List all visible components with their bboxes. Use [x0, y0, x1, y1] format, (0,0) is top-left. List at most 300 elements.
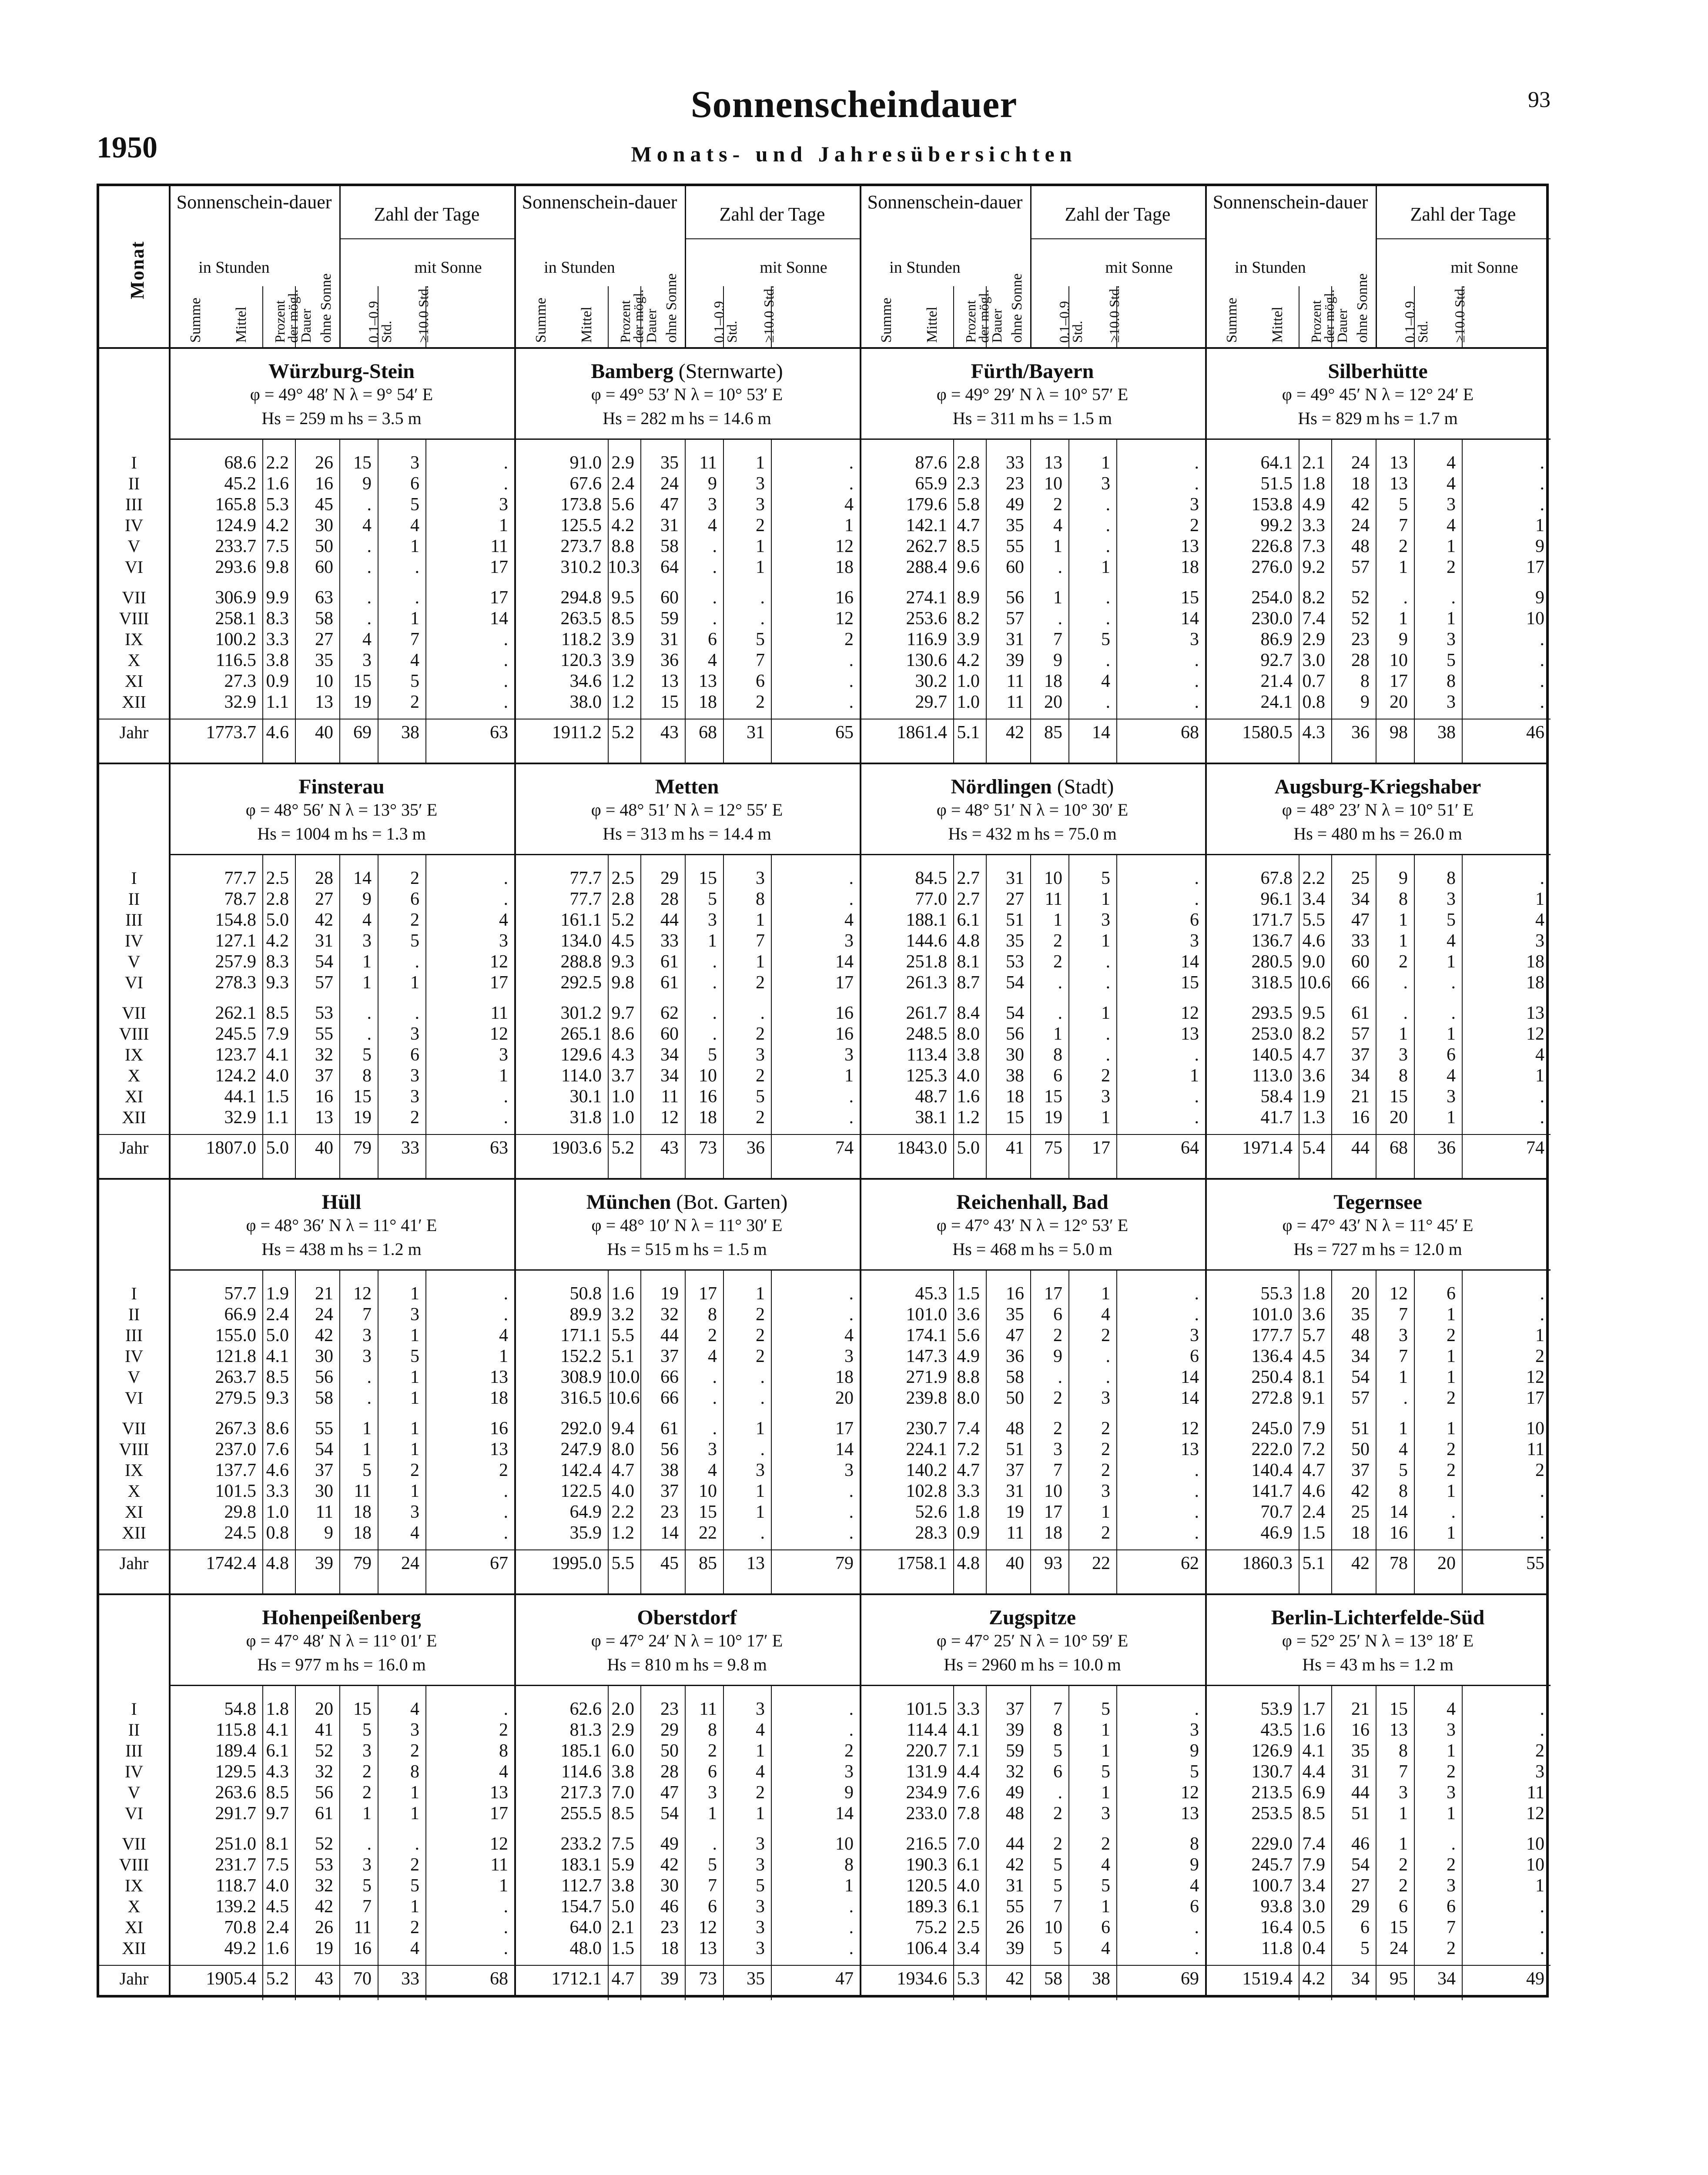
- data-cell: .: [1105, 1367, 1110, 1387]
- data-cell: .: [503, 1481, 508, 1501]
- data-cell: 0.8: [1302, 692, 1325, 712]
- data-cell: 106.4: [906, 1938, 947, 1958]
- data-cell: 85: [1044, 723, 1062, 743]
- data-cell: 1519.4: [1242, 1969, 1293, 1989]
- data-cell: 57: [1006, 609, 1024, 629]
- data-cell: 8.5: [266, 1783, 289, 1803]
- data-cell: 1: [1447, 1741, 1456, 1761]
- data-cell: 5: [362, 1045, 372, 1065]
- data-cell: 3: [708, 1439, 717, 1459]
- data-cell: 310.2: [560, 557, 602, 577]
- data-cell: 14: [835, 952, 854, 972]
- data-cell: 91.0: [569, 453, 602, 473]
- data-cell: .: [1058, 1003, 1062, 1023]
- col-mean-header: Mittel: [1269, 306, 1286, 343]
- data-cell: 2: [410, 1108, 419, 1128]
- data-cell: 45: [660, 1553, 679, 1573]
- data-cell: 1: [362, 952, 372, 972]
- data-cell: 1: [1399, 557, 1408, 577]
- data-cell: .: [503, 629, 508, 649]
- data-cell: 16: [1390, 1523, 1408, 1543]
- data-cell: 18: [1351, 1523, 1370, 1543]
- data-cell: 47: [1006, 1325, 1024, 1345]
- data-cell: 44: [660, 1325, 679, 1345]
- data-cell: 2: [1101, 1439, 1110, 1459]
- with-sun-label: mit Sonne: [1450, 258, 1518, 277]
- data-cell: 8.2: [1302, 588, 1325, 608]
- data-cell: 1: [756, 453, 765, 473]
- data-cell: .: [1194, 1917, 1199, 1937]
- station-header-line: [169, 1269, 514, 1271]
- data-cell: 50.8: [569, 1284, 602, 1304]
- data-cell: 3: [756, 1045, 765, 1065]
- data-cell: 274.1: [906, 588, 947, 608]
- data-cell: 4: [1101, 1305, 1110, 1325]
- data-cell: 5.1: [957, 723, 980, 743]
- data-cell: 0.4: [1302, 1938, 1325, 1958]
- data-cell: 2: [1053, 1388, 1062, 1408]
- data-cell: 3: [1399, 1325, 1408, 1345]
- data-cell: 6: [1190, 1346, 1199, 1366]
- data-cell: 10: [699, 1481, 717, 1501]
- data-cell: 62: [660, 1003, 679, 1023]
- data-cell: 1: [1101, 1003, 1110, 1023]
- data-cell: 4.0: [957, 1876, 980, 1896]
- data-cell: 233.7: [215, 536, 256, 556]
- data-cell: 2: [1399, 536, 1408, 556]
- data-cell: 7: [1053, 1699, 1062, 1719]
- data-cell: 54: [660, 1804, 679, 1824]
- data-cell: 6: [1447, 1045, 1456, 1065]
- data-cell: 18: [1044, 671, 1062, 691]
- station-name-main: Metten: [655, 775, 719, 798]
- data-cell: 1: [499, 1346, 508, 1366]
- station-name-main: Berlin-Lichterfelde-Süd: [1271, 1606, 1485, 1629]
- data-cell: 2: [1535, 1346, 1544, 1366]
- data-cell: .: [503, 650, 508, 670]
- header-group-divider: [685, 238, 860, 239]
- data-cell: .: [760, 1003, 765, 1023]
- data-cell: 255.5: [560, 1804, 602, 1824]
- data-cell: 29: [660, 868, 679, 888]
- data-cell: 64.0: [569, 1917, 602, 1937]
- data-cell: 10: [1044, 1917, 1062, 1937]
- data-cell: 3: [1447, 495, 1456, 515]
- data-cell: 4.3: [266, 1762, 289, 1782]
- data-cell: 8: [1360, 671, 1370, 691]
- station-coordinates: φ = 52° 25′ N λ = 13° 18′ E: [1282, 1631, 1474, 1650]
- data-cell: 63: [315, 588, 333, 608]
- data-cell: 141.7: [1251, 1481, 1293, 1501]
- data-cell: 2: [499, 1460, 508, 1480]
- data-cell: 48: [1006, 1804, 1024, 1824]
- data-cell: 14: [1390, 1502, 1408, 1522]
- data-cell: .: [415, 952, 419, 972]
- data-cell: .: [1105, 495, 1110, 515]
- col-sum-header: Summe: [878, 298, 894, 343]
- data-cell: 23: [660, 1699, 679, 1719]
- data-cell: 5.2: [266, 1969, 289, 1989]
- data-cell: .: [1403, 588, 1408, 608]
- station-heights: Hs = 468 m hs = 5.0 m: [952, 1239, 1112, 1259]
- data-cell: 10: [1044, 868, 1062, 888]
- station-coordinates: φ = 48° 56′ N λ = 13° 35′ E: [245, 800, 438, 820]
- data-cell: 77.7: [224, 868, 256, 888]
- data-cell: 3: [844, 1762, 854, 1782]
- data-cell: 20: [835, 1388, 854, 1408]
- data-cell: 23: [660, 1917, 679, 1937]
- data-cell: 65.9: [915, 474, 947, 494]
- data-cell: 60: [1351, 952, 1370, 972]
- data-cell: .: [367, 1367, 372, 1387]
- data-cell: 42: [1351, 1481, 1370, 1501]
- annual-row-line: [169, 1965, 514, 1966]
- days-count-header: Zahl der Tage: [719, 204, 825, 225]
- data-cell: 98: [1390, 723, 1408, 743]
- data-cell: .: [1540, 1108, 1544, 1128]
- data-cell: 55: [315, 1024, 333, 1044]
- data-cell: 15: [1390, 1699, 1408, 1719]
- data-cell: 44: [1006, 1834, 1024, 1854]
- col-ge10-header: ≥10.0 Std.: [761, 285, 777, 343]
- data-cell: 35: [1006, 931, 1024, 951]
- data-cell: 7: [362, 1305, 372, 1325]
- annual-row-line: [860, 1549, 1205, 1550]
- data-cell: 11: [1045, 889, 1062, 909]
- data-cell: 1: [756, 1419, 765, 1439]
- data-cell: 267.3: [215, 1419, 256, 1439]
- data-cell: 113.4: [907, 1045, 947, 1065]
- data-cell: 292.5: [560, 973, 602, 993]
- data-cell: 1.7: [1302, 1699, 1325, 1719]
- data-cell: .: [1540, 1720, 1544, 1740]
- data-cell: 6.1: [266, 1741, 289, 1761]
- data-cell: 1995.0: [551, 1553, 602, 1573]
- data-cell: 1.6: [266, 474, 289, 494]
- data-cell: 8.5: [266, 1003, 289, 1023]
- data-cell: 8.3: [266, 952, 289, 972]
- data-cell: 59: [660, 609, 679, 629]
- col-sum-header: Summe: [188, 298, 204, 343]
- data-cell: 13: [1390, 453, 1408, 473]
- data-cell: 9: [1053, 650, 1062, 670]
- data-cell: 9.3: [266, 973, 289, 993]
- data-cell: 16: [699, 1087, 717, 1107]
- data-cell: 12: [1526, 1804, 1544, 1824]
- data-cell: 11: [490, 536, 508, 556]
- data-cell: 245.5: [215, 1024, 256, 1044]
- data-cell: 3.8: [266, 650, 289, 670]
- data-cell: 15: [1390, 1087, 1408, 1107]
- data-cell: 0.7: [1302, 671, 1325, 691]
- data-cell: 4: [499, 1762, 508, 1782]
- data-cell: 30: [315, 1481, 333, 1501]
- data-cell: .: [503, 1523, 508, 1543]
- data-cell: 3: [708, 910, 717, 930]
- annual-row-line: [514, 1134, 860, 1135]
- station-name: [860, 775, 1205, 799]
- data-cell: 11: [315, 1502, 333, 1522]
- month-label: II: [128, 889, 140, 909]
- data-cell: 4.0: [266, 1876, 289, 1896]
- data-cell: 3: [362, 1346, 372, 1366]
- data-cell: 6: [410, 1045, 419, 1065]
- data-cell: 15: [1006, 1108, 1024, 1128]
- data-cell: 4.5: [1302, 1346, 1325, 1366]
- data-cell: 1: [1447, 1481, 1456, 1501]
- data-cell: 70: [353, 1969, 372, 1989]
- data-cell: 38.1: [915, 1108, 947, 1128]
- data-cell: 24.1: [1260, 692, 1293, 712]
- data-cell: 3: [844, 1460, 854, 1480]
- data-cell: 48.7: [915, 1087, 947, 1107]
- data-cell: 2.4: [266, 1917, 289, 1937]
- data-cell: 7: [410, 629, 419, 649]
- data-cell: 41: [1006, 1138, 1024, 1158]
- month-label: I: [131, 453, 137, 472]
- data-cell: 5: [1101, 629, 1110, 649]
- data-cell: 7.0: [611, 1783, 634, 1803]
- data-cell: 29.7: [915, 692, 947, 712]
- data-cell: 7: [1053, 1897, 1062, 1917]
- data-cell: 17: [490, 557, 508, 577]
- month-label: I: [131, 868, 137, 888]
- month-label: VI: [124, 557, 144, 577]
- data-cell: 245.7: [1251, 1855, 1293, 1875]
- data-cell: .: [712, 1024, 717, 1044]
- data-cell: 58: [315, 609, 333, 629]
- data-cell: 3.8: [611, 1876, 634, 1896]
- data-cell: 9: [1399, 868, 1408, 888]
- data-cell: .: [849, 868, 854, 888]
- data-cell: 9.3: [611, 952, 634, 972]
- month-label: IV: [124, 515, 144, 535]
- data-cell: 4.2: [1302, 1969, 1325, 1989]
- station-coordinates: φ = 47° 25′ N λ = 10° 59′ E: [936, 1631, 1129, 1650]
- data-cell: 33: [660, 931, 679, 951]
- data-cell: 15: [1181, 973, 1199, 993]
- data-cell: 9.7: [266, 1804, 289, 1824]
- data-cell: 3.4: [1302, 889, 1325, 909]
- data-cell: 52: [315, 1834, 333, 1854]
- data-cell: 126.9: [1251, 1741, 1293, 1761]
- data-cell: 1: [1447, 952, 1456, 972]
- data-cell: 17: [835, 973, 854, 993]
- data-cell: 61: [315, 1804, 333, 1824]
- data-cell: 5: [756, 1087, 765, 1107]
- in-hours-label: in Stunden: [1235, 258, 1306, 277]
- month-label: V: [127, 1367, 141, 1387]
- data-cell: 31: [1006, 1481, 1024, 1501]
- data-cell: .: [1451, 1834, 1456, 1854]
- data-cell: 1: [1447, 1804, 1456, 1824]
- data-cell: 4.5: [266, 1897, 289, 1917]
- data-cell: 276.0: [1251, 557, 1293, 577]
- data-cell: 9.7: [611, 1003, 634, 1023]
- data-cell: 10.3: [608, 557, 640, 577]
- station-name-main: München: [586, 1191, 671, 1214]
- station-name-suffix: (Bot. Garten): [671, 1191, 788, 1214]
- data-cell: 3: [1101, 474, 1110, 494]
- data-cell: 142.1: [906, 515, 947, 535]
- data-cell: 1971.4: [1242, 1138, 1293, 1158]
- data-cell: 12: [490, 952, 508, 972]
- data-cell: 161.1: [560, 910, 602, 930]
- data-cell: 2: [1447, 1388, 1456, 1408]
- data-cell: .: [367, 1388, 372, 1408]
- data-cell: 45.3: [915, 1284, 947, 1304]
- data-cell: .: [712, 1003, 717, 1023]
- data-cell: 3: [410, 1087, 419, 1107]
- data-cell: 30: [1006, 1045, 1024, 1065]
- data-cell: 129.6: [560, 1045, 602, 1065]
- data-cell: 2: [1101, 1460, 1110, 1480]
- data-cell: 1.6: [611, 1284, 634, 1304]
- station-header-line: [860, 438, 1205, 440]
- data-cell: 3.2: [611, 1305, 634, 1325]
- data-cell: 101.0: [1251, 1305, 1293, 1325]
- data-cell: 43.5: [1260, 1720, 1293, 1740]
- data-cell: 254.0: [1251, 588, 1293, 608]
- data-cell: 43: [315, 1969, 333, 1989]
- data-cell: 15: [353, 671, 372, 691]
- data-cell: .: [1194, 1087, 1199, 1107]
- data-cell: 7.3: [1302, 536, 1325, 556]
- data-cell: 1: [1399, 1024, 1408, 1044]
- data-cell: 1712.1: [551, 1969, 602, 1989]
- data-cell: 250.4: [1251, 1367, 1293, 1387]
- data-cell: 308.9: [560, 1367, 602, 1387]
- data-cell: 24: [1351, 453, 1370, 473]
- data-cell: 5: [1053, 1741, 1062, 1761]
- month-label: XI: [124, 1087, 144, 1106]
- data-cell: 11: [699, 453, 717, 473]
- data-cell: 4: [410, 1523, 419, 1543]
- month-label: VII: [122, 1003, 146, 1023]
- data-cell: 1: [756, 1284, 765, 1304]
- data-cell: 3: [1447, 1876, 1456, 1896]
- station-name-main: Nördlingen: [951, 775, 1052, 798]
- data-cell: 0.8: [266, 1523, 289, 1543]
- data-cell: 2: [756, 1108, 765, 1128]
- data-cell: 25: [1351, 1502, 1370, 1522]
- data-cell: 6: [1053, 1066, 1062, 1086]
- data-cell: 17: [490, 588, 508, 608]
- data-cell: 116.9: [907, 629, 947, 649]
- data-cell: 5.8: [957, 495, 980, 515]
- data-cell: .: [760, 588, 765, 608]
- data-cell: .: [849, 474, 854, 494]
- data-cell: 136.7: [1251, 931, 1293, 951]
- data-cell: .: [1194, 868, 1199, 888]
- data-cell: 8.3: [266, 609, 289, 629]
- data-cell: 14: [490, 609, 508, 629]
- data-cell: 5.4: [1302, 1138, 1325, 1158]
- data-cell: 87.6: [915, 453, 947, 473]
- data-cell: .: [1403, 973, 1408, 993]
- data-cell: 2: [1447, 1938, 1456, 1958]
- data-cell: 137.7: [215, 1460, 256, 1480]
- data-cell: 18: [1044, 1523, 1062, 1543]
- data-cell: 293.5: [1251, 1003, 1293, 1023]
- data-cell: 3: [756, 1834, 765, 1854]
- data-cell: 68: [699, 723, 717, 743]
- data-cell: 8.5: [266, 1367, 289, 1387]
- data-cell: 99.2: [1260, 515, 1293, 535]
- data-cell: 64: [660, 557, 679, 577]
- data-cell: 51: [1351, 1804, 1370, 1824]
- data-cell: 7: [1399, 1762, 1408, 1782]
- data-cell: .: [712, 536, 717, 556]
- data-cell: 6: [410, 474, 419, 494]
- data-cell: .: [712, 973, 717, 993]
- data-cell: 140.4: [1251, 1460, 1293, 1480]
- data-cell: 1: [756, 1804, 765, 1824]
- data-cell: 8.5: [957, 536, 980, 556]
- data-cell: .: [1194, 1284, 1199, 1304]
- data-cell: 5.0: [266, 1325, 289, 1345]
- data-cell: 9: [1190, 1741, 1199, 1761]
- data-cell: 7.0: [957, 1834, 980, 1854]
- month-label: XII: [122, 692, 146, 712]
- data-cell: 63: [490, 723, 508, 743]
- data-cell: 6.1: [957, 910, 980, 930]
- month-label: VIII: [119, 609, 149, 628]
- month-label: XI: [124, 1917, 144, 1937]
- data-cell: 2: [756, 1305, 765, 1325]
- data-cell: 63: [490, 1138, 508, 1158]
- data-cell: 4: [362, 910, 372, 930]
- data-cell: 73: [699, 1969, 717, 1989]
- data-cell: 3: [708, 1783, 717, 1803]
- data-cell: .: [1194, 671, 1199, 691]
- data-cell: 3: [410, 1066, 419, 1086]
- data-cell: 1773.7: [206, 723, 256, 743]
- data-cell: 51.5: [1260, 474, 1293, 494]
- data-cell: 10: [1044, 1481, 1062, 1501]
- data-cell: 1: [844, 515, 854, 535]
- station-name: [169, 1190, 514, 1214]
- data-cell: 35: [1006, 1305, 1024, 1325]
- data-cell: .: [712, 1419, 717, 1439]
- data-cell: 5.2: [611, 910, 634, 930]
- data-cell: 8: [1399, 1066, 1408, 1086]
- data-cell: 3: [1101, 1481, 1110, 1501]
- data-cell: 2: [1053, 931, 1062, 951]
- data-cell: 78: [1390, 1553, 1408, 1573]
- col-ge10-header: ≥10.0 Std.: [1452, 285, 1467, 343]
- annual-row-line: [514, 1965, 860, 1966]
- data-cell: 56: [315, 1783, 333, 1803]
- data-cell: 11: [490, 1003, 508, 1023]
- data-cell: 0.9: [957, 1523, 980, 1543]
- data-cell: 1: [756, 557, 765, 577]
- data-cell: 34.6: [569, 671, 602, 691]
- data-cell: 52.6: [915, 1502, 947, 1522]
- data-cell: 3: [1101, 910, 1110, 930]
- data-cell: 42: [1006, 1855, 1024, 1875]
- data-cell: 3.8: [611, 1762, 634, 1782]
- data-cell: 1: [1399, 1419, 1408, 1439]
- data-cell: 4.3: [1302, 723, 1325, 743]
- data-cell: 1: [1053, 1024, 1062, 1044]
- data-cell: 1: [756, 1741, 765, 1761]
- station-name-main: Hüll: [322, 1191, 362, 1214]
- data-cell: 93: [1044, 1553, 1062, 1573]
- data-cell: 3: [499, 495, 508, 515]
- data-cell: 7.9: [1302, 1855, 1325, 1875]
- data-cell: 7: [756, 650, 765, 670]
